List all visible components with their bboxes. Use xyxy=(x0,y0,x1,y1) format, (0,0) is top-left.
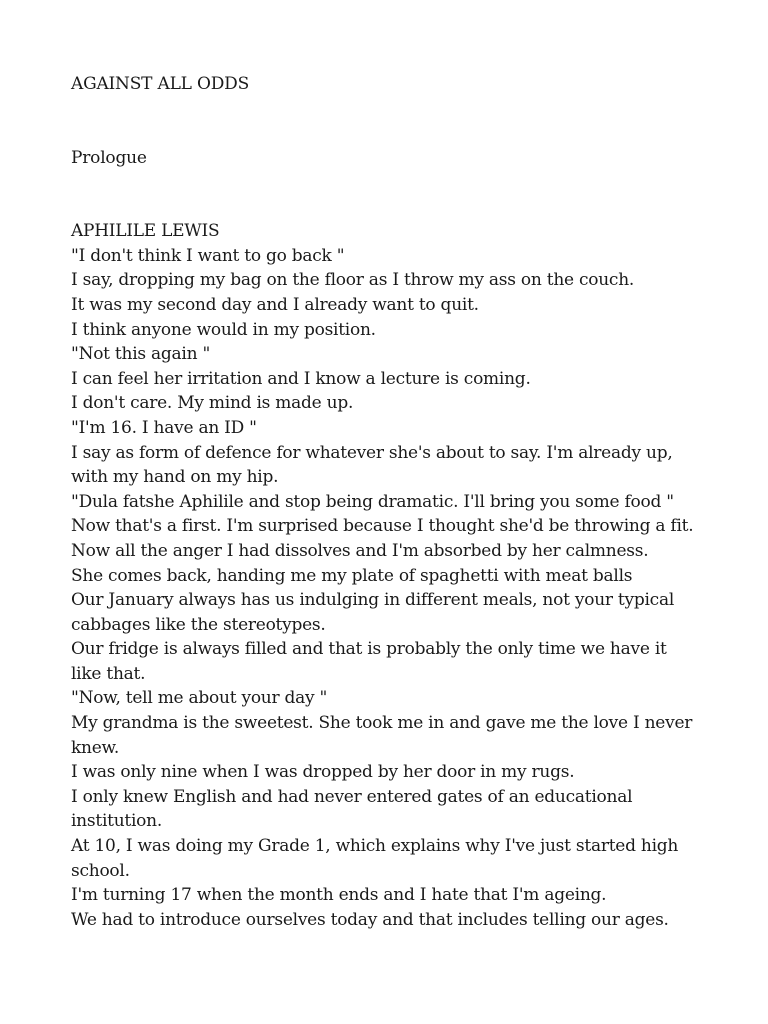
text-line: I'm turning 17 when the month ends and I hate that I'm ageing. xyxy=(71,885,607,906)
text-line: I say, dropping my bag on the floor as I throw my ass on the couch. xyxy=(71,270,635,291)
text-line: Our January always has us indulging in different meals, not your typical xyxy=(71,590,675,611)
text-line: Now that's a first. I'm surprised because I thought she'd be throwing a fit. xyxy=(71,516,694,537)
text-line: "Not this again " xyxy=(71,344,211,365)
text-line: I can feel her irritation and I know a lecture is coming. xyxy=(71,368,531,389)
text-line: I only knew English and had never entered gates of an educational xyxy=(71,786,633,807)
text-line: knew. xyxy=(71,737,119,758)
text-line: "Now, tell me about your day " xyxy=(71,688,328,709)
text-line: At 10, I was doing my Grade 1, which explains why I've just started high xyxy=(71,836,679,857)
document-page xyxy=(71,72,711,932)
text-line: I say as form of defence for whatever she's about to say. I'm already up, xyxy=(71,442,673,463)
text-line: Now all the anger I had dissolves and I'm absorbed by her calmness. xyxy=(71,540,649,561)
text-line: APHILILE LEWIS xyxy=(71,221,220,242)
text-line: "Dula fatshe Aphilile and stop being dramatic. I'll bring you some food " xyxy=(71,491,674,512)
text-line: I think anyone would in my position. xyxy=(71,319,376,340)
text-line: cabbages like the stereotypes. xyxy=(71,614,326,635)
text-line: with my hand on my hip. xyxy=(71,467,279,488)
text-line: We had to introduce ourselves today and that includes telling our ages. xyxy=(71,909,669,930)
section-heading: Prologue xyxy=(71,147,147,168)
text-line: My grandma is the sweetest. She took me in and gave me the love I never xyxy=(71,713,693,734)
text-line: "I don't think I want to go back " xyxy=(71,245,345,266)
text-line: "I'm 16. I have an ID " xyxy=(71,417,257,438)
text-line: I was only nine when I was dropped by her door in my rugs. xyxy=(71,762,575,783)
text-line: She comes back, handing me my plate of spaghetti with meat balls xyxy=(71,565,633,586)
document-title: AGAINST ALL ODDS xyxy=(71,74,250,94)
text-line: school. xyxy=(71,860,130,881)
text-line: It was my second day and I already want to quit. xyxy=(71,294,479,315)
text-line: like that. xyxy=(71,663,146,684)
text-line: I don't care. My mind is made up. xyxy=(71,393,354,414)
document-body xyxy=(71,219,711,932)
text-line: Our fridge is always filled and that is probably the only time we have it xyxy=(71,639,667,660)
text-line: institution. xyxy=(71,811,163,832)
